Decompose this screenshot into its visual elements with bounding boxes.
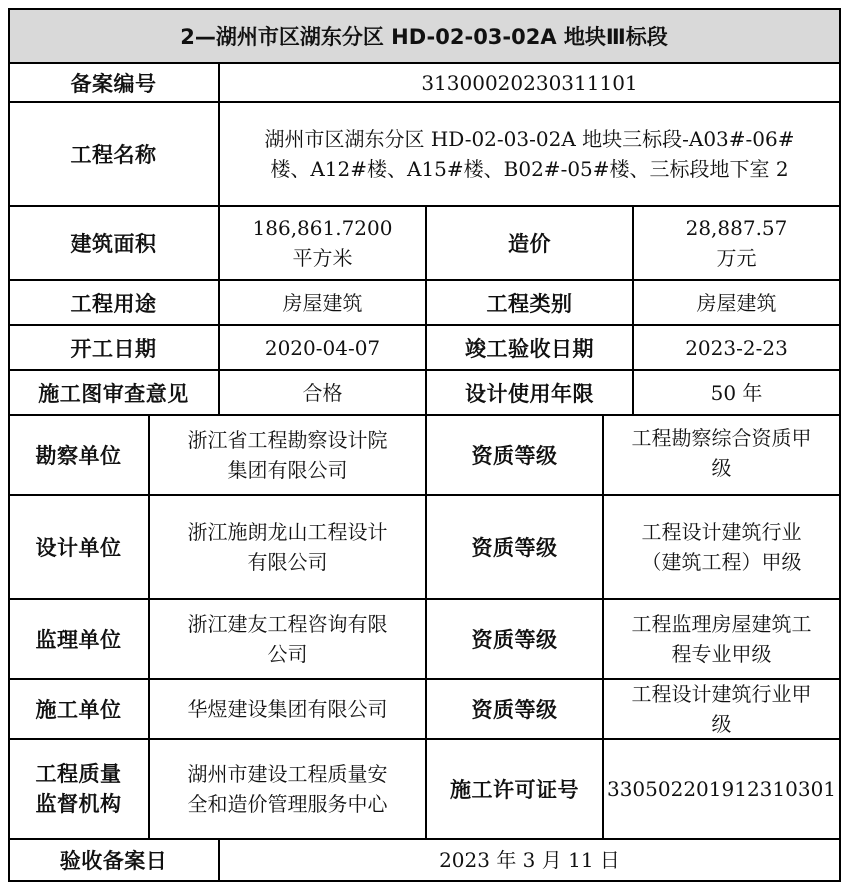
design-life-label <box>426 370 633 415</box>
area-value <box>219 206 426 280</box>
area-label-text: 建筑面积 <box>70 232 157 256</box>
record-title <box>8 8 840 63</box>
survey-unit-label-text: 勘察单位 <box>35 444 122 468</box>
usage-value <box>219 280 426 325</box>
quality-supervision-label-line-2: 监督机构 <box>35 792 122 816</box>
table-border-right <box>839 8 841 882</box>
project-name-line-2: 楼、A12#楼、A15#楼、B02#-05#楼、三标段地下室 2 <box>270 157 789 181</box>
col-divider <box>425 205 427 839</box>
quality-supervision-label-line-1: 工程质量 <box>35 762 122 786</box>
cost-label-text: 造价 <box>508 232 551 256</box>
supervision-qual-line-2: 程专业甲级 <box>671 642 772 666</box>
supervision-qual-label-text: 资质等级 <box>471 628 558 652</box>
start-date-value-text: 2020-04-07 <box>264 335 381 360</box>
drawing-review-value-text: 合格 <box>302 380 343 405</box>
permit-no-label <box>426 739 603 839</box>
survey-unit-line-2: 集团有限公司 <box>227 458 348 482</box>
col-divider <box>148 414 150 839</box>
filing-date-value-text: 2023 年 3 月 11 日 <box>439 848 620 872</box>
filing-no-label <box>8 63 219 102</box>
drawing-review-label <box>8 370 219 415</box>
category-value-text: 房屋建筑 <box>696 290 777 315</box>
design-qual-label <box>426 495 603 599</box>
start-date-label <box>8 325 219 370</box>
project-name-value <box>219 102 840 206</box>
row-divider <box>8 62 841 64</box>
survey-qual-line-1: 工程勘察综合资质甲 <box>631 426 812 450</box>
construction-qual-label <box>426 679 603 739</box>
supervision-unit-value <box>149 599 426 679</box>
filing-no-value-text: 31300020230311101 <box>421 70 638 95</box>
construction-unit-value <box>149 679 426 739</box>
filing-date-label-text: 验收备案日 <box>59 849 168 873</box>
drawing-review-value <box>219 370 426 415</box>
quality-supervision-line-2: 全和造价管理服务中心 <box>187 792 388 816</box>
filing-date-label <box>8 839 219 881</box>
usage-value-text: 房屋建筑 <box>282 290 363 315</box>
completion-date-value-text: 2023-2-23 <box>685 335 788 360</box>
category-label-text: 工程类别 <box>486 291 573 316</box>
supervision-unit-label <box>8 599 149 679</box>
usage-label-text: 工程用途 <box>70 291 157 316</box>
design-life-label-text: 设计使用年限 <box>465 381 594 406</box>
category-value <box>633 280 840 325</box>
design-qual-value <box>603 495 840 599</box>
quality-supervision-line-1: 湖州市建设工程质量安 <box>187 762 388 786</box>
construction-qual-value <box>603 679 840 739</box>
col-divider <box>632 205 634 415</box>
filing-no-label-text: 备案编号 <box>70 71 157 96</box>
construction-qual-line-1: 工程设计建筑行业甲 <box>631 682 812 706</box>
construction-unit-label-text: 施工单位 <box>35 698 122 722</box>
completion-date-label <box>426 325 633 370</box>
cost-label <box>426 206 633 280</box>
usage-label <box>8 280 219 325</box>
table-border-left <box>8 8 10 882</box>
col-divider <box>602 414 604 839</box>
supervision-unit-line-1: 浙江建友工程咨询有限 <box>187 612 388 636</box>
design-unit-line-2: 有限公司 <box>247 550 328 574</box>
project-name-label-text: 工程名称 <box>70 143 157 167</box>
drawing-review-label-text: 施工图审查意见 <box>38 381 189 406</box>
area-unit: 平方米 <box>292 246 353 270</box>
design-unit-line-1: 浙江施朗龙山工程设计 <box>187 520 388 544</box>
permit-no-label-text: 施工许可证号 <box>450 778 579 802</box>
design-unit-value <box>149 495 426 599</box>
col-divider <box>218 62 220 415</box>
survey-qual-line-2: 级 <box>711 456 732 480</box>
survey-qual-label <box>426 415 603 495</box>
construction-qual-line-2: 级 <box>711 712 732 736</box>
cost-value <box>633 206 840 280</box>
permit-no-value <box>603 739 840 839</box>
supervision-qual-value <box>603 599 840 679</box>
supervision-unit-line-2: 公司 <box>267 642 308 666</box>
cost-unit: 万元 <box>716 246 757 270</box>
survey-qual-label-text: 资质等级 <box>471 444 558 468</box>
construction-unit-value-text: 华煜建设集团有限公司 <box>187 697 388 721</box>
col-divider <box>218 838 220 881</box>
start-date-label-text: 开工日期 <box>70 336 157 361</box>
category-label <box>426 280 633 325</box>
construction-unit-label <box>8 679 149 739</box>
start-date-value <box>219 325 426 370</box>
design-qual-line-1: 工程设计建筑行业 <box>641 520 802 544</box>
quality-supervision-value <box>149 739 426 839</box>
area-label <box>8 206 219 280</box>
row-divider <box>8 101 841 103</box>
supervision-qual-line-1: 工程监理房屋建筑工 <box>631 612 812 636</box>
design-qual-label-text: 资质等级 <box>471 536 558 560</box>
survey-unit-value <box>149 415 426 495</box>
design-life-value <box>633 370 840 415</box>
table-border-top <box>8 8 841 10</box>
supervision-qual-label <box>426 599 603 679</box>
filing-no-value <box>219 63 840 102</box>
table-border-bottom <box>8 880 841 882</box>
design-life-value-text: 50 年 <box>710 380 763 405</box>
quality-supervision-label <box>8 739 149 839</box>
supervision-unit-label-text: 监理单位 <box>35 628 122 652</box>
completion-date-label-text: 竣工验收日期 <box>465 336 594 361</box>
record-title-text: 2—湖州市区湖东分区 HD-02-03-02A 地块Ⅲ标段 <box>180 24 668 49</box>
permit-no-value-text: 330502201912310301 <box>606 777 837 801</box>
project-name-line-1: 湖州市区湖东分区 HD-02-03-02A 地块三标段-A03#-06# <box>264 127 795 151</box>
design-unit-label-text: 设计单位 <box>35 536 122 560</box>
survey-unit-label <box>8 415 149 495</box>
construction-qual-label-text: 资质等级 <box>471 698 558 722</box>
completion-date-value <box>633 325 840 370</box>
design-qual-line-2: （建筑工程）甲级 <box>641 550 802 574</box>
project-name-label <box>8 102 219 206</box>
filing-date-value <box>219 839 840 881</box>
area-number: 186,861.7200 <box>252 216 393 240</box>
survey-qual-value <box>603 415 840 495</box>
survey-unit-line-1: 浙江省工程勘察设计院 <box>187 428 388 452</box>
cost-number: 28,887.57 <box>685 216 788 240</box>
design-unit-label <box>8 495 149 599</box>
